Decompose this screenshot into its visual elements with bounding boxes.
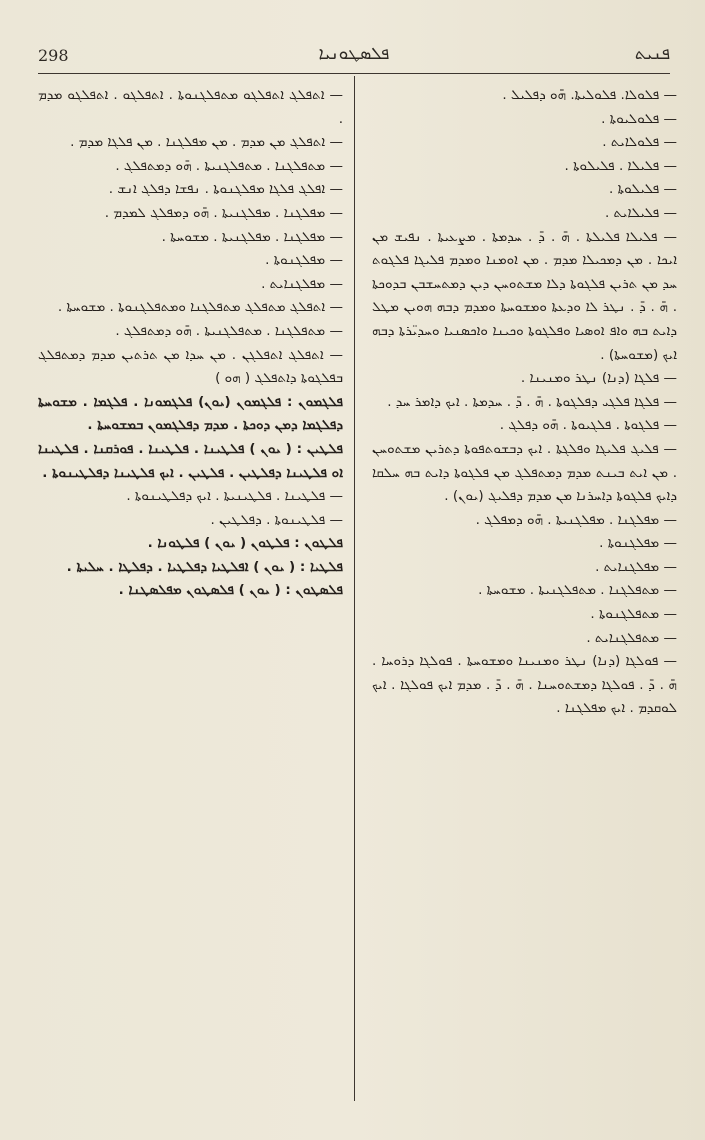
dictionary-entry: — ܡܦܠܓܢܘܬܐ . bbox=[265, 252, 343, 269]
dictionary-entry: — ܡܦܠܓܢܘܬܐ . bbox=[599, 535, 677, 552]
dictionary-headword-entry: ܦܠܛܝܢ : ( ܝܘܢ ) ܦܠܛܝܢܐ . ܦܠܛܝܢܐ . ܦܘܪܩܢܐ . ܦܠܛܝܢܐ ܐܘ ܦܠܛܝܢܐ ܕܦܠܛܝܢ . ܦܠܛܝܢ . ܐܝܟ ܦܠܛܝܢܐ ܕܦܠܛܝܢܘܬܐ . bbox=[38, 440, 343, 481]
dictionary-entry: — ܡܬܦܠܓܢܘܬܐ . bbox=[590, 606, 677, 623]
left-column bbox=[38, 84, 343, 603]
dictionary-entry: — ܦܠܓܐ (ܕܢܐ) ܢܛܪ ܘܡܢܝܢܐ . bbox=[520, 370, 677, 387]
dictionary-entry: — ܦܠܛܝܢܘܬܐ . ܕܦܠܛܝܢ . bbox=[210, 511, 343, 528]
dictionary-entry: — ܡܦܠܓܢܐܝܬ . bbox=[595, 558, 677, 575]
dictionary-entry: — ܡܦܠܓܢܐ . ܡܦܠܓܢܝܬܐ . ܗ̄ܘ ܕܡܦܠܓ ܠܡܕܡ . bbox=[104, 204, 343, 221]
dictionary-entry: — ܦܠܘܠܐܝܬ . bbox=[602, 134, 677, 151]
dictionary-entry: — ܦܠܝܠܐܝܬ . bbox=[604, 204, 677, 221]
dictionary-entry: — ܡܬܦܠܓܢܐ . ܡܬܦܠܓܢܝܬܐ . ܡܫܘܚܬܐ . bbox=[478, 582, 677, 599]
dictionary-entry: — ܦܠܝܠܘܬܐ . bbox=[609, 181, 677, 198]
dictionary-entry: — ܡܦܠܓܢܐܝܬ . bbox=[261, 275, 343, 292]
dictionary-entry: — ܦܠܓܐ ܦܠܓܝ ܕܦܠܓܘܬܐ . ܗ̄ . ܕ̄ . ܚܕܡܬܐ . ܐܝܟ ܕܐܡܪ ܚܕ . bbox=[387, 393, 677, 410]
dictionary-headword-entry: ܦܠܛܘܢ : ܦܠܛܘܢ ( ܝܘܢ ) ܦܠܛܘܢܐ . bbox=[147, 535, 343, 552]
dictionary-entry: — ܐܬܦܠܓ ܡܢ ܡܕܡ . ܡܢ ܡܦܠܓܢܐ . ܡܢ ܦܠܓܐ ܡܕܡ . bbox=[70, 134, 343, 151]
dictionary-entry: — ܦܠܝܠܐ ܦܠܝܠܬܐ . ܗ̄ . ܕ̄ . ܚܕܡܬܐ . ܡܨܥܝܬܐ . ܢܦܝܫ ܡܢ ܐܝܟܐ . ܡܢ ܕܡܟܝܠܐ ܡܕܡ . ܡܢ ܐܘܡܢܐ ܘܡܕܡ ܦܠܝܓܐ ܦܠܓܘܬ ܚܕ ܡܢ ܬܪܝܢ ܦܠܓܘܬܐ ܕܠܐ ܡܫܬܘܚܢ ܕܝܢ ܕܡܬܚܫܒܢ ܒܕܘܟܬܐ . ܗ̄ . ܕ̄ . ܢܛܪ ܠܐ ܘܕܥܬܐ ܘܡܫܘܚܬܐ ܘܡܕܡ ܕܒܗ ܗܘܝܢ ܡܛܠ ܕܐܝܬ ܒܗ ܘܐܦ ܐܘܣܝܐ ܘܦܠܓܘܬܐ ܘܟܝܢܐ ܘܐܟܣܢܝܐ ܘܚܕܝ̈ܪܬܐ ܕܒܗ ܐܝܟ (ܡܫܘܚܬܐ) . bbox=[372, 228, 677, 363]
dictionary-entry: — ܦܠܓܘܬܐ . ܦܠܓܝܘܬܐ . ܗ̄ܘ ܕܦܠܓ . bbox=[499, 417, 677, 434]
dictionary-entry: — ܡܬܦܠܓܢܐܝܬ . bbox=[586, 629, 677, 646]
dictionary-entry: — ܐܦܠܓ ܦܠܓܐ ܡܦܠܓܢܘܬܐ . ܢܦܫܐ ܕܦܠܓ ܐܢܫ . bbox=[108, 181, 343, 198]
dictionary-entry: — ܦܠܘܠܐ. ܦܠܘܠܝܬܐ. ܗ̄ܘ ܕܦܠܝܠ . bbox=[502, 87, 677, 103]
page-number: 298 bbox=[38, 46, 69, 65]
dictionary-entry: — ܦܠܝܓ ܦܠܝܓܐ ܘܦܠܓܬܐ . ܐܝܟ ܕܒܫܘܬܦܘܬܐ ܕܬܪܝܢ ܡܫܬܘܚܢ . ܡܢ ܐܝܬ ܒܝܢܬ ܡܕܡ ܕܡܬܦܠܓ ܡܢ ܦܠܓܘܬܐ ܕܐܝܬ ܒܗ ܚܠܩܐ ܕܐܝܟ ܦܠܓܘܬܐ ܕܐܚܪܢܐ ܡܢ ܡܕܡ ܕܦܠܝܓ (ܝܘܢ) . bbox=[372, 440, 677, 505]
page-header bbox=[38, 44, 670, 72]
dictionary-headword-entry: ܦܠܓܡܘܢ : ܦܠܓܡܘܢ (ܝܘܢ) ܦܠܓܡܘܢܐ . ܦܠܓܡܐ . ܡܫܘܚܬܐ ܕܦܠܓܡܐ ܕܡܢ ܕܘܟܬܐ . ܡܕܡ ܕܦܠܓܡܘܢ ܒܡܫܘܚܬܐ . bbox=[38, 393, 343, 434]
dictionary-entry: — ܦܠܛܝܢܐ . ܦܠܛܝܢܝܬܐ . ܐܝܟ ܕܦܠܛܝܢܘܬܐ . bbox=[126, 488, 343, 505]
catchword: ܦܢܝܬ bbox=[634, 44, 670, 64]
dictionary-entry: — ܐܬܦܠܓ ܡܬܦܠܓ ܡܬܦܠܓܢܐ ܘܡܬܦܠܓܢܘܬܐ . ܡܫܘܚܬܐ . bbox=[57, 299, 343, 316]
dictionary-headword-entry: ܦܠܣܛܘܢ : ( ܝܘܢ ) ܦܠܣܛܘܢ ܡܦܠܣܛܢܐ . bbox=[118, 582, 343, 599]
dictionary-entry: — ܦܠܝܠܐ . ܦܠܝܠܘܬܐ . bbox=[564, 157, 677, 174]
dictionary-entry: — ܡܦܠܓܢܐ . ܡܦܠܓܢܝܬܐ . ܡܫܘܚܬܐ . bbox=[161, 228, 343, 245]
column-divider bbox=[354, 76, 355, 1101]
dictionary-entry: — ܐܬܦܠܓ ܐܬܦܠܓܘ ܡܬܦܠܓܢܘܬܐ . ܐܬܦܠܓܘ . ܐܬܦܠܓܘ ܡܕܡ . bbox=[38, 87, 343, 127]
dictionary-headword-entry: ܦܠܛܝܐ : ( ܝܘܢ ) ܐܦܠܛܝܐ ܕܦܠܛܝܐ . ܕܦܠܛܐ . ܚܠܝܬܐ . bbox=[66, 558, 343, 575]
running-title: ܦܠܣܛܘܢܝܐ bbox=[318, 44, 390, 64]
header-rule bbox=[38, 73, 670, 74]
dictionary-entry: — ܡܦܠܓܢܐ . ܡܦܠܓܢܝܬܐ . ܗ̄ܘ ܕܡܦܠܓ . bbox=[475, 511, 677, 528]
dictionary-entry: — ܐܬܦܠܓ ܐܬܦܠܓܢ . ܡܢ ܚܕܐ ܡܢ ܬܪܬܝܢ ܡܕܡ ܕܡܬܦܠܓ ܒܦܠܓܘܬܐ ܕܐܬܦܠܓ ( ܗܘ ) bbox=[38, 346, 343, 387]
dictionary-entry: — ܦܠܘܠܝܘܬܐ . bbox=[601, 110, 677, 127]
dictionary-entry: — ܡܬܦܠܓܢܐ . ܡܬܦܠܓܢܝܬܐ . ܗ̄ܘ ܕܡܬܦܠܓ . bbox=[115, 322, 343, 339]
right-column bbox=[372, 84, 677, 721]
dictionary-entry: — ܦܘܠܓܐ (ܕܢܐ) ܢܛܪ ܘܡܢܝܢܐ ܘܡܫܘܚܬܐ . ܦܘܠܓܐ ܕܪܘܚܐ . ܗ̄ . ܕ̄ . ܦܘܠܓܐ ܕܡܫܬܘܚܢܐ . ܗ̄ . ܕ̄ . ܡܕܡ ܐܝܟ ܦܘܠܓܐ . ܐܝܟ ܠܘܩܕܡ . ܐܝܟ ܡܦܠܓܢܐ . bbox=[372, 653, 677, 717]
dictionary-entry: — ܡܬܦܠܓܢܐ . ܡܬܦܠܓܢܝܬܐ . ܗ̄ܘ ܕܡܬܦܠܓ . bbox=[115, 157, 343, 174]
